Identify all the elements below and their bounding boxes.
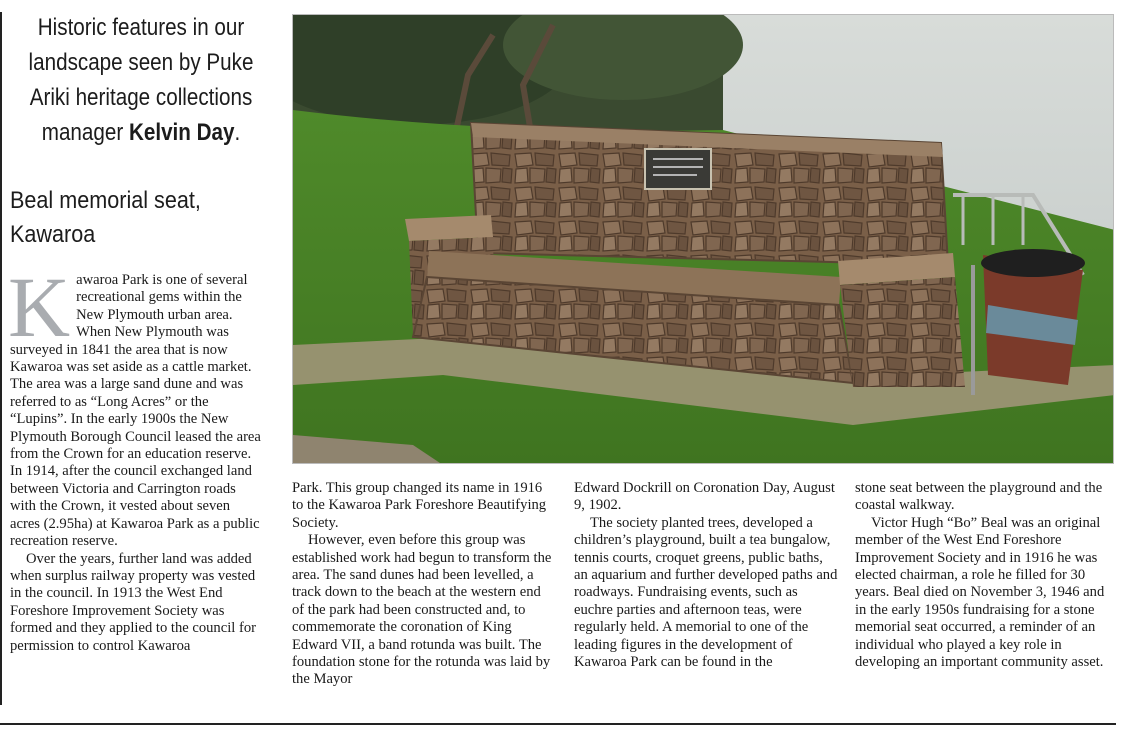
article-paragraph: Edward Dockrill on Coronation Day, August 9, 1902. bbox=[574, 480, 835, 514]
intro-line-2: landscape seen by Puke bbox=[28, 49, 254, 76]
bottom-rule bbox=[0, 723, 1116, 725]
article-column-3 bbox=[574, 480, 838, 671]
article-paragraph: Over the years, further land was added when surplus railway property was vested in the council. In 1913 the West End Foreshore Improvement Society was formed and they applied to the council for permission to control Kawaroa bbox=[10, 550, 256, 654]
article-paragraph: The society planted trees, developed a children’s playground, built a tea bungalow, tennis courts, croquet greens, public baths, an aquarium and further developed paths and roadways. Fundraising events, such as euchre parties and afternoon teas, were regularly held. A memorial to one of the leading figures in the development of Kawaroa Park can be found in the bbox=[574, 514, 838, 671]
intro-line-1: Historic features in our bbox=[37, 14, 245, 41]
plaque-icon bbox=[645, 149, 711, 189]
article-paragraph: Victor Hugh “Bo” Beal was an original member of the West End Foreshore Improvement Society and in 1916 he was elected chairman, a role he filled for 30 years. Beal died on November 3, 1946 and in the early 1950s fundraising for a stone memorial seat occurred, a reminder of an individual who played a key role in developing an important community asset. bbox=[855, 514, 1105, 671]
left-column-rule bbox=[0, 12, 2, 705]
article-column-1 bbox=[8, 259, 262, 655]
article-paragraph: However, even before this group was established work had begun to transform the area. The sand dunes had been levelled, a track down to the beach at the western end of the park had been constructed and, to commemorate the coronation of King Edward VII, a band rotunda was built. The foundation stone for the rotunda was laid by the Mayor bbox=[292, 532, 552, 688]
article-column-2 bbox=[292, 480, 554, 689]
intro-line-4 bbox=[28, 115, 253, 150]
headline-line-1: Beal memorial seat, bbox=[10, 187, 201, 214]
article-paragraph bbox=[8, 259, 262, 551]
article-column-4 bbox=[855, 480, 1117, 671]
paragraph-text: awaroa Park is one of several recreational gems within the New Plymouth urban area. When New Plymouth was surveyed in 1841 the area that is now Kawaroa was set aside as a cattle market. The area was a large sand dune and was referred to as “Long Acres” or the “Lupins”. In the early 1900s the New Plymouth Borough Council leased the area from the Crown for an education reserve. In 1914, after the council exchanged land between Victoria and Carrington roads with the Crown, it vested about seven acres (2.95ha) at Kawaroa Park as a public recreation reserve. bbox=[10, 272, 261, 550]
intro-line-3: Ariki heritage collections bbox=[29, 84, 253, 111]
article-paragraph: Park. This group changed its name in 1916 to the Kawaroa Park Foreshore Beautifying Society. bbox=[292, 480, 547, 531]
article-paragraph: stone seat between the playground and the coastal walkway. bbox=[855, 480, 1103, 514]
intro-line-4-prefix: manager bbox=[41, 119, 129, 146]
headline-line-2: Kawaroa bbox=[10, 221, 96, 248]
article-headline bbox=[10, 184, 217, 252]
bench-photo bbox=[292, 14, 1114, 464]
intro-line-4-suffix: . bbox=[234, 119, 241, 146]
author-name: Kelvin Day bbox=[128, 119, 235, 146]
drop-cap: K bbox=[8, 259, 71, 355]
bench-photo-icon bbox=[293, 15, 1114, 464]
intro-blurb bbox=[28, 10, 253, 150]
